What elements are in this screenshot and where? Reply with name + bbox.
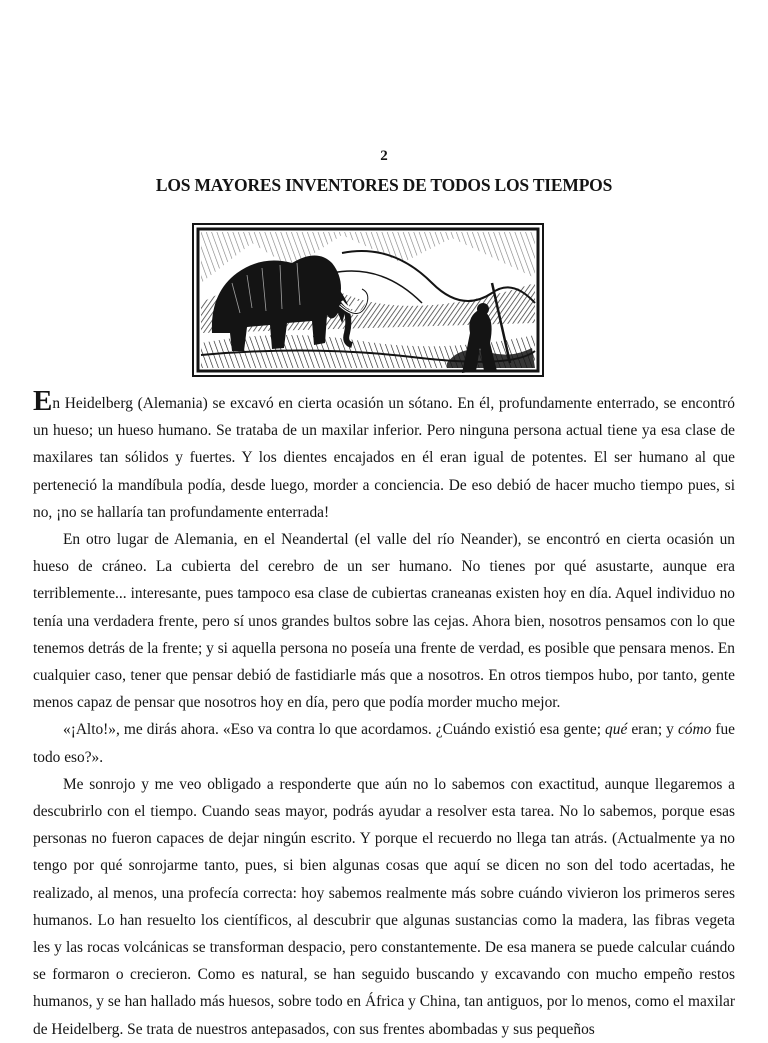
paragraph-4: Me sonrojo y me veo obligado a responderte que aún no lo sabemos con exactitud, aunque llegaremos a descubrirlo con el tiempo. Cuando seas mayor, podrás ayudar a resolver esta tarea. No lo sabemos, porque esas personas no fueron capaces de dejar ningún escrito. Y porque el recuerdo no llega tan atrás. (Actualmente ya no tengo por qué sonrojarme tanto, pues, si bien algunas cosas que aquí se dicen no son del todo acertadas, he realizado, al menos, una profecía correcta: hoy sabemos realmente más sobre cuándo vivieron los primeros seres humanos. Lo han resuelto los científicos, al descubrir que algunas sustancias como la madera, las fibras vegeta les y las rocas volcánicas se transforman despacio, pero constantemente. De esa manera se puede calcular cuándo se formaron o crecieron. Como es natural, se han seguido buscando y excavando con mucho empeño restos humanos, y se han hallado más huesos, sobre todo en África y China, tan antiguos, por lo menos, como el maxilar de Heidelberg. Se trata de nuestros antepasados, con sus frentes abombadas y sus pequeños: [33, 775, 735, 1038]
paragraph-3: [33, 716, 735, 770]
drop-cap: E: [33, 385, 53, 417]
paragraph-text: n Heidelberg (Alemania) se excavó en cierta ocasión un sótano. En él, profundamente enterrado, se encontró un hueso; un hueso humano. Se trataba de un maxilar inferior. Pero ninguna persona actual tiene ya esa clase de maxilares tan sólidos y fuertes. Y los dientes encajados en él eran igual de potentes. El ser humano al que perteneció la mandíbula podía, desde luego, morder a conciencia. De eso debió de hacer mucho tiempo pues, si no, ¡no se hallaría tan profundamente enterrada!: [33, 395, 735, 521]
chapter-body: [33, 385, 736, 1043]
mammoth-and-hunter-engraving-icon: [192, 223, 544, 377]
paragraph-1: [33, 385, 735, 526]
paragraph-text: «¡Alto!», me dirás ahora. «Eso va contra lo que acordamos. ¿Cuándo existió esa gente;: [63, 721, 606, 739]
emphasis-text: qué: [605, 721, 628, 739]
paragraph-2: En otro lugar de Alemania, en el Neandertal (el valle del río Neander), se encontró en cierta ocasión un hueso de cráneo. La cubierta del cerebro de un ser humano. No tienes por qué asustarte, aunque era terriblemente... interesante, pues tampoco esa clase de cubiertas craneanas existen hoy en día. Aquel individuo no tenía una verdadera frente, pero sí unos grandes bultos sobre las cejas. Ahora bien, nosotros pensamos con lo que tenemos detrás de la frente; y si aquella persona no poseía una frente de verdad, es posible que pensara menos. En cualquier caso, tener que pensar debió de fastidiarle más que a nosotros. En otros tiempos hubo, por tanto, gente menos capaz de pensar que nosotros hoy en día, pero que podía morder mucho mejor.: [33, 531, 735, 712]
paragraph-text: fue todo eso?».: [33, 721, 736, 766]
chapter-number: 2: [380, 148, 388, 164]
paragraph-text: eran; y: [627, 721, 678, 739]
mammoth-engraving-illustration: [192, 223, 544, 377]
chapter-title: LOS MAYORES INVENTORES DE TODOS LOS TIEMPOS: [155, 175, 613, 195]
emphasis-text: cómo: [677, 721, 712, 739]
